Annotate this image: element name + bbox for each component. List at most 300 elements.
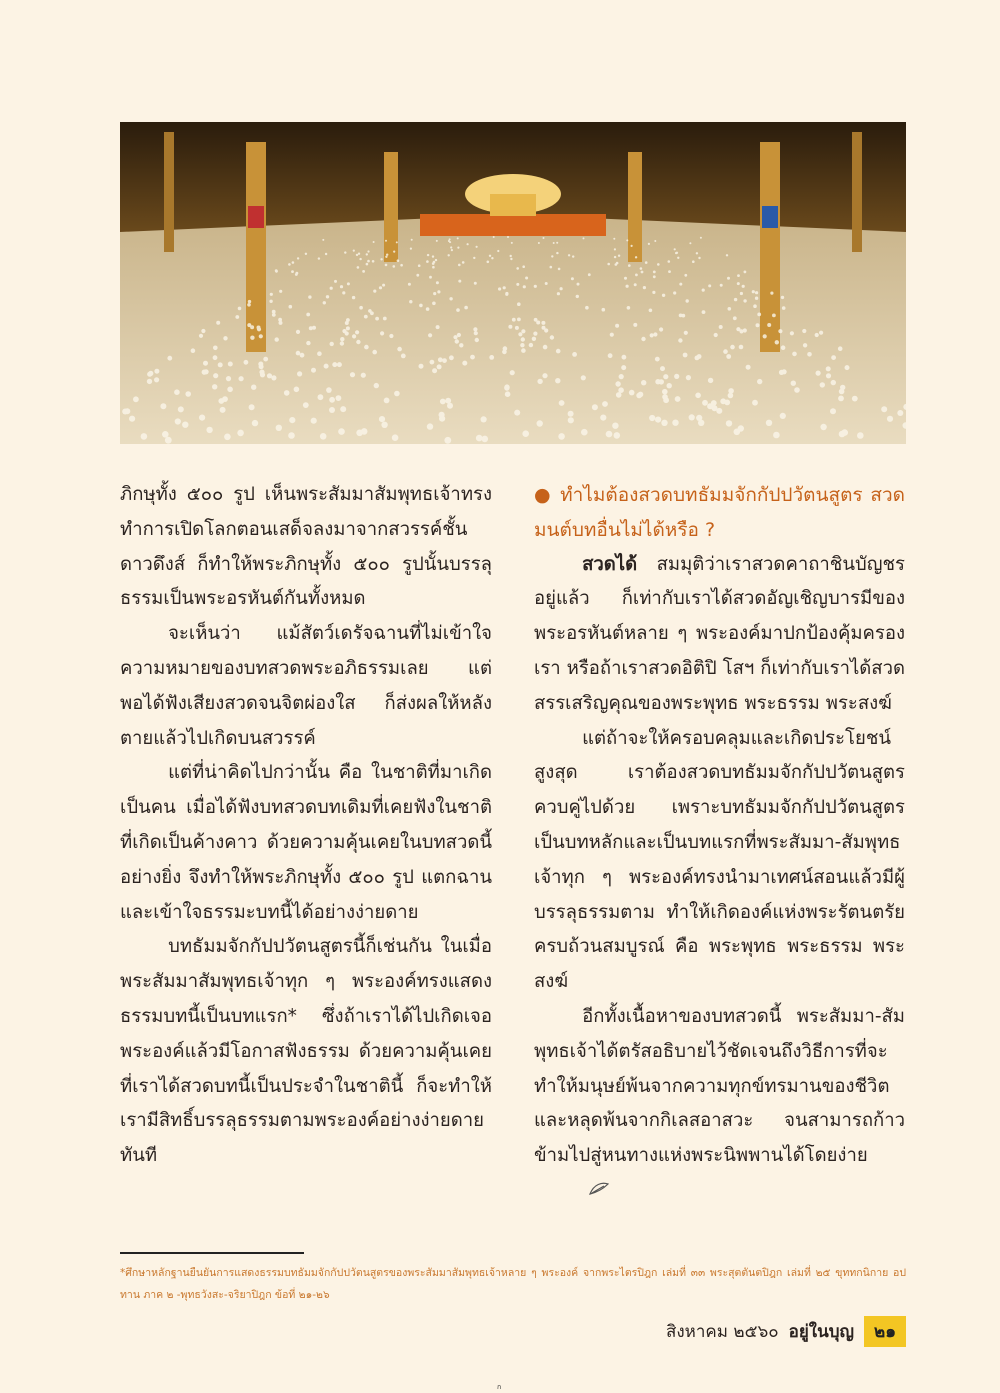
crowd-dot bbox=[257, 326, 261, 330]
crowd-dot bbox=[409, 300, 412, 303]
crowd-dot bbox=[482, 436, 489, 443]
crowd-dot bbox=[556, 252, 558, 254]
crowd-dot bbox=[541, 321, 545, 325]
crowd-dot bbox=[819, 331, 823, 335]
crowd-dot bbox=[202, 370, 207, 375]
crowd-dot bbox=[458, 264, 461, 267]
crowd-dot bbox=[757, 379, 762, 384]
crowd-dot bbox=[512, 318, 516, 322]
bullet-icon: ● bbox=[534, 484, 553, 506]
crowd-dot bbox=[456, 308, 460, 312]
crowd-dot bbox=[614, 248, 616, 250]
crowd-dot bbox=[820, 424, 826, 430]
crowd-dot bbox=[755, 291, 758, 294]
crowd-dot bbox=[608, 353, 613, 358]
crowd-dot bbox=[781, 296, 784, 299]
crowd-dot bbox=[237, 430, 244, 437]
crowd-dot bbox=[498, 287, 501, 290]
crowd-dot bbox=[308, 295, 311, 298]
crowd-dot bbox=[457, 247, 459, 249]
crowd-dot bbox=[767, 323, 771, 327]
crowd-dot bbox=[374, 383, 379, 388]
crowd-dot bbox=[534, 285, 537, 288]
crowd-dot bbox=[212, 384, 217, 389]
crowd-dot bbox=[430, 360, 435, 365]
crowd-dot bbox=[199, 334, 203, 338]
crowd-dot bbox=[508, 325, 512, 329]
crowd-dot bbox=[258, 362, 263, 367]
crowd-dot bbox=[661, 420, 667, 426]
crowd-dot bbox=[602, 308, 606, 312]
crowd-dot bbox=[518, 332, 522, 336]
crowd-dot bbox=[615, 263, 618, 266]
crowd-dot bbox=[537, 420, 543, 426]
crowd-dot bbox=[778, 329, 782, 333]
crowd-dot bbox=[445, 398, 451, 404]
crowd-dot bbox=[521, 348, 526, 353]
crowd-dot bbox=[487, 261, 490, 264]
crowd-dot bbox=[792, 352, 797, 357]
crowd-dot bbox=[361, 428, 368, 435]
crowd-dot bbox=[462, 261, 465, 264]
crowd-dot bbox=[533, 332, 537, 336]
crowd-dot bbox=[752, 290, 755, 293]
crowd-dot bbox=[476, 435, 483, 442]
crowd-dot bbox=[782, 369, 787, 374]
crowd-dot bbox=[655, 417, 661, 423]
crowd-dot bbox=[830, 408, 836, 414]
crowd-dot bbox=[558, 268, 561, 271]
crowd-dot bbox=[654, 240, 656, 242]
crowd-dot bbox=[708, 284, 711, 287]
crowd-dot bbox=[275, 337, 279, 341]
crowd-dot bbox=[397, 347, 402, 352]
crowd-dot bbox=[542, 373, 547, 378]
crowd-dot bbox=[643, 286, 646, 289]
crowd-dot bbox=[289, 305, 293, 309]
crowd-dot bbox=[802, 329, 806, 333]
crowd-dot bbox=[571, 277, 574, 280]
crowd-dot bbox=[627, 306, 631, 310]
crowd-dot bbox=[568, 254, 570, 256]
crowd-dot bbox=[385, 256, 387, 258]
crowd-dot bbox=[124, 408, 130, 414]
crowd-dot bbox=[366, 263, 369, 266]
crowd-dot bbox=[558, 433, 565, 440]
crowd-dot bbox=[756, 323, 760, 327]
crowd-dot bbox=[881, 406, 887, 412]
question-heading bbox=[534, 478, 905, 548]
crowd-dot bbox=[662, 294, 665, 297]
crowd-dot bbox=[342, 329, 346, 333]
leaf-end-mark-icon bbox=[540, 1174, 610, 1209]
crowd-dot bbox=[755, 297, 758, 300]
crowd-dot bbox=[542, 326, 546, 330]
crowd-dot bbox=[279, 321, 283, 325]
crowd-dot bbox=[329, 407, 335, 413]
crowd-dot bbox=[695, 356, 700, 361]
crowd-dot bbox=[634, 283, 637, 286]
crowd-dot bbox=[174, 389, 180, 395]
crowd-dot bbox=[653, 332, 657, 336]
crowd-dot bbox=[326, 387, 332, 393]
crowd-dot bbox=[269, 300, 272, 303]
crowd-dot bbox=[702, 400, 708, 406]
crowd-dot bbox=[521, 337, 525, 341]
crowd-dot bbox=[330, 342, 334, 346]
footnote-rule bbox=[120, 1252, 304, 1254]
crowd-dot bbox=[455, 339, 459, 343]
crowd-dot bbox=[522, 265, 525, 268]
crowd-dot bbox=[650, 333, 654, 337]
crowd-dot bbox=[534, 318, 538, 322]
crowd-dot bbox=[330, 287, 333, 290]
crowd-dot bbox=[272, 310, 276, 314]
crowd-dot bbox=[633, 323, 637, 327]
crowd-dot bbox=[612, 423, 618, 429]
crowd-dot bbox=[780, 413, 786, 419]
issue-date: สิงหาคม ๒๕๖๐ bbox=[665, 1322, 779, 1342]
crowd-dot bbox=[400, 264, 403, 267]
crowd-dot bbox=[178, 406, 184, 412]
crowd-dot bbox=[379, 286, 382, 289]
crowd-dot bbox=[775, 340, 779, 344]
crowd-dot bbox=[602, 401, 608, 407]
crowd-dot bbox=[733, 316, 737, 320]
crowd-dot bbox=[581, 375, 586, 380]
crowd-dot bbox=[213, 373, 218, 378]
crowd-dot bbox=[185, 391, 191, 397]
crowd-dot bbox=[476, 246, 478, 248]
crowd-dot bbox=[416, 274, 419, 277]
crowd-dot bbox=[712, 405, 718, 411]
crowd-dot bbox=[238, 307, 242, 311]
crowd-dot bbox=[550, 266, 553, 269]
crowd-dot bbox=[433, 292, 436, 295]
crowd-dot bbox=[397, 259, 400, 262]
crowd-dot bbox=[306, 313, 310, 317]
crowd-dot bbox=[380, 331, 384, 335]
crowd-dot bbox=[450, 246, 452, 248]
crowd-dot bbox=[581, 429, 588, 436]
crowd-dot bbox=[318, 394, 324, 400]
crowd-dot bbox=[474, 331, 478, 335]
crowd-dot bbox=[505, 292, 508, 295]
crowd-dot bbox=[557, 292, 560, 295]
crowd-dot bbox=[364, 315, 368, 319]
crowd-dot bbox=[583, 237, 585, 239]
crowd-dot bbox=[618, 255, 620, 257]
question-text: ทำไมต้องสวดบทธัมมจักกัปปวัตนสูตร สวดมนต์บทอื่นไม่ได้หรือ ? bbox=[534, 484, 905, 541]
crowd-dot bbox=[385, 264, 388, 267]
crowd-dot bbox=[312, 326, 316, 330]
crowd-dot bbox=[556, 242, 558, 244]
crowd-dot bbox=[652, 291, 655, 294]
crowd-dot bbox=[311, 368, 316, 373]
crowd-dot bbox=[831, 380, 836, 385]
crowd-dot bbox=[426, 307, 430, 311]
crowd-dot bbox=[757, 313, 761, 317]
crowd-dot bbox=[259, 334, 263, 338]
crowd-dot bbox=[448, 240, 450, 242]
crowd-dot bbox=[655, 357, 660, 362]
crowd-dot bbox=[426, 260, 429, 263]
crowd-dot bbox=[585, 306, 589, 310]
crowd-dot bbox=[600, 415, 606, 421]
crowd-dot bbox=[162, 431, 169, 438]
crowd-dot bbox=[631, 245, 633, 247]
crowd-dot bbox=[615, 381, 620, 386]
crowd-dot bbox=[361, 373, 366, 378]
crowd-dot bbox=[297, 371, 302, 376]
crowd-dot bbox=[510, 370, 515, 375]
crowd-dot bbox=[440, 399, 446, 405]
crowd-dot bbox=[675, 396, 681, 402]
crowd-dot bbox=[141, 433, 148, 440]
crowd-dot bbox=[702, 310, 706, 314]
crowd-dot bbox=[897, 410, 903, 416]
crowd-dot bbox=[432, 368, 437, 373]
crowd-dot bbox=[730, 345, 735, 350]
crowd-dot bbox=[436, 281, 439, 284]
crowd-dot bbox=[334, 280, 337, 283]
crowd-dot bbox=[505, 391, 511, 397]
crowd-dot bbox=[322, 239, 324, 241]
crowd-dot bbox=[516, 267, 519, 270]
crowd-dot bbox=[568, 411, 574, 417]
crowd-dot bbox=[379, 416, 385, 422]
crowd-dot bbox=[296, 351, 301, 356]
crowd-dot bbox=[375, 317, 379, 321]
crowd-dot bbox=[503, 286, 506, 289]
crowd-dot bbox=[306, 341, 310, 345]
crowd-dot bbox=[555, 378, 560, 383]
crowd-dot bbox=[175, 418, 181, 424]
crowd-dot bbox=[662, 389, 668, 395]
crowd-dot bbox=[743, 299, 746, 302]
crowd-dot bbox=[766, 420, 772, 426]
crowd-dot bbox=[372, 260, 375, 263]
crowd-dot bbox=[432, 302, 436, 306]
crowd-dot bbox=[640, 267, 643, 270]
crowd-dot bbox=[668, 260, 671, 263]
crowd-dot bbox=[653, 271, 656, 274]
crowd-dot bbox=[458, 280, 461, 283]
crowd-dot bbox=[252, 420, 258, 426]
crowd-dot bbox=[317, 351, 322, 356]
crowd-dot bbox=[296, 330, 300, 334]
crowd-dot bbox=[686, 375, 691, 380]
answer-paragraph bbox=[534, 548, 905, 722]
crowd-dot bbox=[337, 362, 342, 367]
crowd-dot bbox=[291, 270, 294, 273]
crowd-dot bbox=[206, 427, 212, 433]
crowd-dot bbox=[288, 263, 291, 266]
crowd-dot bbox=[649, 309, 653, 313]
crowd-dot bbox=[803, 343, 807, 347]
crowd-dot bbox=[521, 329, 525, 333]
crowd-dot bbox=[742, 285, 745, 288]
crowd-dot bbox=[464, 306, 468, 310]
crowd-dot bbox=[674, 374, 679, 379]
photo-illustration bbox=[120, 122, 906, 444]
crowd-dot bbox=[887, 416, 893, 422]
crowd-dot bbox=[676, 252, 678, 254]
crowd-dot bbox=[436, 325, 440, 329]
crowd-dot bbox=[275, 270, 278, 273]
crowd-dot bbox=[432, 266, 435, 269]
crowd-dot bbox=[568, 417, 574, 423]
crowd-dot bbox=[857, 432, 864, 439]
crowd-dot bbox=[606, 431, 613, 438]
crowd-dot bbox=[182, 422, 188, 428]
crowd-dot bbox=[384, 398, 390, 404]
crowd-dot bbox=[655, 379, 660, 384]
crowd-dot bbox=[288, 432, 295, 439]
crowd-dot bbox=[551, 255, 553, 257]
crowd-dot bbox=[826, 373, 831, 378]
crowd-dot bbox=[352, 334, 356, 338]
crowd-dot bbox=[437, 290, 440, 293]
crowd-dot bbox=[648, 243, 650, 245]
crowd-dot bbox=[610, 333, 614, 337]
crowd-dot bbox=[332, 362, 337, 367]
crowd-dot bbox=[553, 242, 555, 244]
crowd-dot bbox=[737, 274, 740, 277]
crowd-dot bbox=[432, 255, 434, 257]
crowd-dot bbox=[711, 400, 717, 406]
crowd-dot bbox=[689, 242, 691, 244]
crowd-dot bbox=[673, 291, 676, 294]
crowd-dot bbox=[543, 345, 548, 350]
crowd-dot bbox=[289, 417, 295, 423]
crowd-dot bbox=[525, 277, 528, 280]
crowd-dot bbox=[226, 376, 231, 381]
crowd-dot bbox=[386, 254, 388, 256]
crowd-dot bbox=[235, 315, 239, 319]
crowd-dot bbox=[532, 337, 536, 341]
crowd-dot bbox=[239, 376, 244, 381]
crowd-dot bbox=[147, 379, 152, 384]
crowd-dot bbox=[672, 420, 678, 426]
crowd-dot bbox=[249, 404, 255, 410]
crowd-dot bbox=[538, 242, 540, 244]
crowd-dot bbox=[660, 366, 665, 371]
crowd-dot bbox=[338, 428, 345, 435]
crowd-dot bbox=[362, 270, 365, 273]
crowd-dot bbox=[622, 355, 627, 360]
crowd-dot bbox=[537, 379, 542, 384]
crowd-dot bbox=[510, 255, 512, 257]
crowd-dot bbox=[619, 374, 624, 379]
crowd-dot bbox=[228, 362, 233, 367]
crowd-dot bbox=[510, 258, 512, 260]
crowd-dot bbox=[696, 252, 698, 254]
crowd-dot bbox=[635, 256, 637, 258]
magazine-name: อยู่ในบุญ bbox=[788, 1322, 854, 1342]
crowd-dot bbox=[481, 416, 487, 422]
crowd-dot bbox=[816, 371, 821, 376]
crowd-dot bbox=[367, 250, 369, 252]
crowd-dot bbox=[394, 391, 400, 397]
crowd-dot bbox=[614, 256, 616, 258]
crowd-dot bbox=[154, 377, 159, 382]
crowd-dot bbox=[516, 283, 519, 286]
crowd-dot bbox=[303, 402, 309, 408]
crowd-dot bbox=[674, 248, 676, 250]
crowd-dot bbox=[772, 314, 776, 318]
crowd-dot bbox=[684, 331, 688, 335]
crowd-dot bbox=[297, 257, 299, 259]
crowd-dot bbox=[449, 355, 454, 360]
left-paragraph-4: บทธัมมจักกัปปวัตนสูตรนี้ก็เช่นกัน ในเมื่อพระสัมมาสัมพุทธเจ้าทุก ๆ พระองค์ทรงแสดงธรรมบทนี้เป็นบทแรก* ซึ่งถ้าเราได้ไปเกิดเจอพระองค์แล้วมีโอกาสฟังธรรม ด้วยความคุ้นเคยที่เราได้สวดบทนี้เป็นประจำในชาตินี้ ก็จะทำให้เรามีสิทธิ์บรรลุธรรมตามพระองค์อย่างง่ายดายทันที bbox=[120, 936, 492, 1167]
crowd-dot bbox=[320, 433, 327, 440]
crowd-dot bbox=[641, 337, 645, 341]
crowd-dot bbox=[224, 434, 231, 441]
crowd-dot bbox=[357, 266, 360, 269]
crowd-dot bbox=[684, 274, 687, 277]
left-paragraph-3: แต่ที่น่าคิดไปกว่านั้น คือ ในชาติที่มาเกิดเป็นคน เมื่อได้ฟังบทสวดบทเดิมที่เคยฟังในชาติที่เกิดเป็นค้างคาว ด้วยความคุ้นเคยในบทสวดนี้อย่างยิ่ง จึงทำให้พระภิกษุทั้ง ๕๐๐ รูป แตกฉานและเข้าใจธรรมะบทนี้ได้อย่างง่ายดาย bbox=[120, 762, 492, 923]
crowd-dot bbox=[419, 304, 423, 308]
crowd-dot bbox=[752, 400, 758, 406]
crowd-dot bbox=[550, 335, 554, 339]
crowd-dot bbox=[719, 325, 723, 329]
crowd-dot bbox=[515, 326, 519, 330]
crowd-dot bbox=[216, 321, 220, 325]
crowd-dot bbox=[714, 333, 718, 337]
crowd-dot bbox=[129, 416, 135, 422]
left-column bbox=[120, 478, 492, 1174]
crowd-dot bbox=[453, 335, 457, 339]
crowd-dot bbox=[744, 271, 747, 274]
crowd-dot bbox=[576, 295, 579, 298]
crowd-dot bbox=[641, 271, 644, 274]
crowd-dot bbox=[668, 270, 671, 273]
crowd-dot bbox=[659, 327, 663, 331]
crowd-dot bbox=[726, 254, 728, 256]
crowd-dot bbox=[474, 282, 477, 285]
crowd-dot bbox=[773, 432, 780, 439]
crowd-dot bbox=[663, 374, 668, 379]
crowd-dot bbox=[432, 262, 435, 265]
crowd-dot bbox=[462, 361, 467, 366]
crowd-dot bbox=[794, 387, 800, 393]
crowd-dot bbox=[577, 283, 580, 286]
crowd-dot bbox=[467, 243, 469, 245]
crowd-dot bbox=[223, 336, 227, 340]
crowd-dot bbox=[300, 353, 305, 358]
crowd-dot bbox=[213, 355, 218, 360]
crowd-dot bbox=[845, 365, 850, 370]
crowd-dot bbox=[588, 273, 591, 276]
crowd-dot bbox=[410, 248, 412, 250]
left-paragraph-1: ภิกษุทั้ง ๕๐๐ รูป เห็นพระสัมมาสัมพุทธเจ้าทรงทำการเปิดโลกตอนเสด็จลงมาจากสวรรค์ชั้นดาวดึงส์ ก็ทำให้พระภิกษุทั้ง ๕๐๐ รูปนั้นบรรลุธรรมเป็นพระอรหันต์กันทั้งหมด bbox=[120, 484, 492, 610]
crowd-dot bbox=[438, 357, 443, 362]
crowd-dot bbox=[514, 410, 520, 416]
crowd-dot bbox=[366, 253, 368, 255]
crowd-dot bbox=[698, 257, 700, 259]
crowd-dot bbox=[520, 343, 524, 347]
crowd-dot bbox=[382, 284, 385, 287]
crowd-dot bbox=[720, 284, 723, 287]
crowd-dot bbox=[667, 383, 672, 388]
crowd-dot bbox=[428, 333, 432, 337]
crowd-dot bbox=[613, 238, 615, 240]
crowd-dot bbox=[556, 349, 561, 354]
crowd-dot bbox=[649, 415, 655, 421]
crowd-dot bbox=[359, 306, 363, 310]
crowd-dot bbox=[324, 364, 329, 369]
